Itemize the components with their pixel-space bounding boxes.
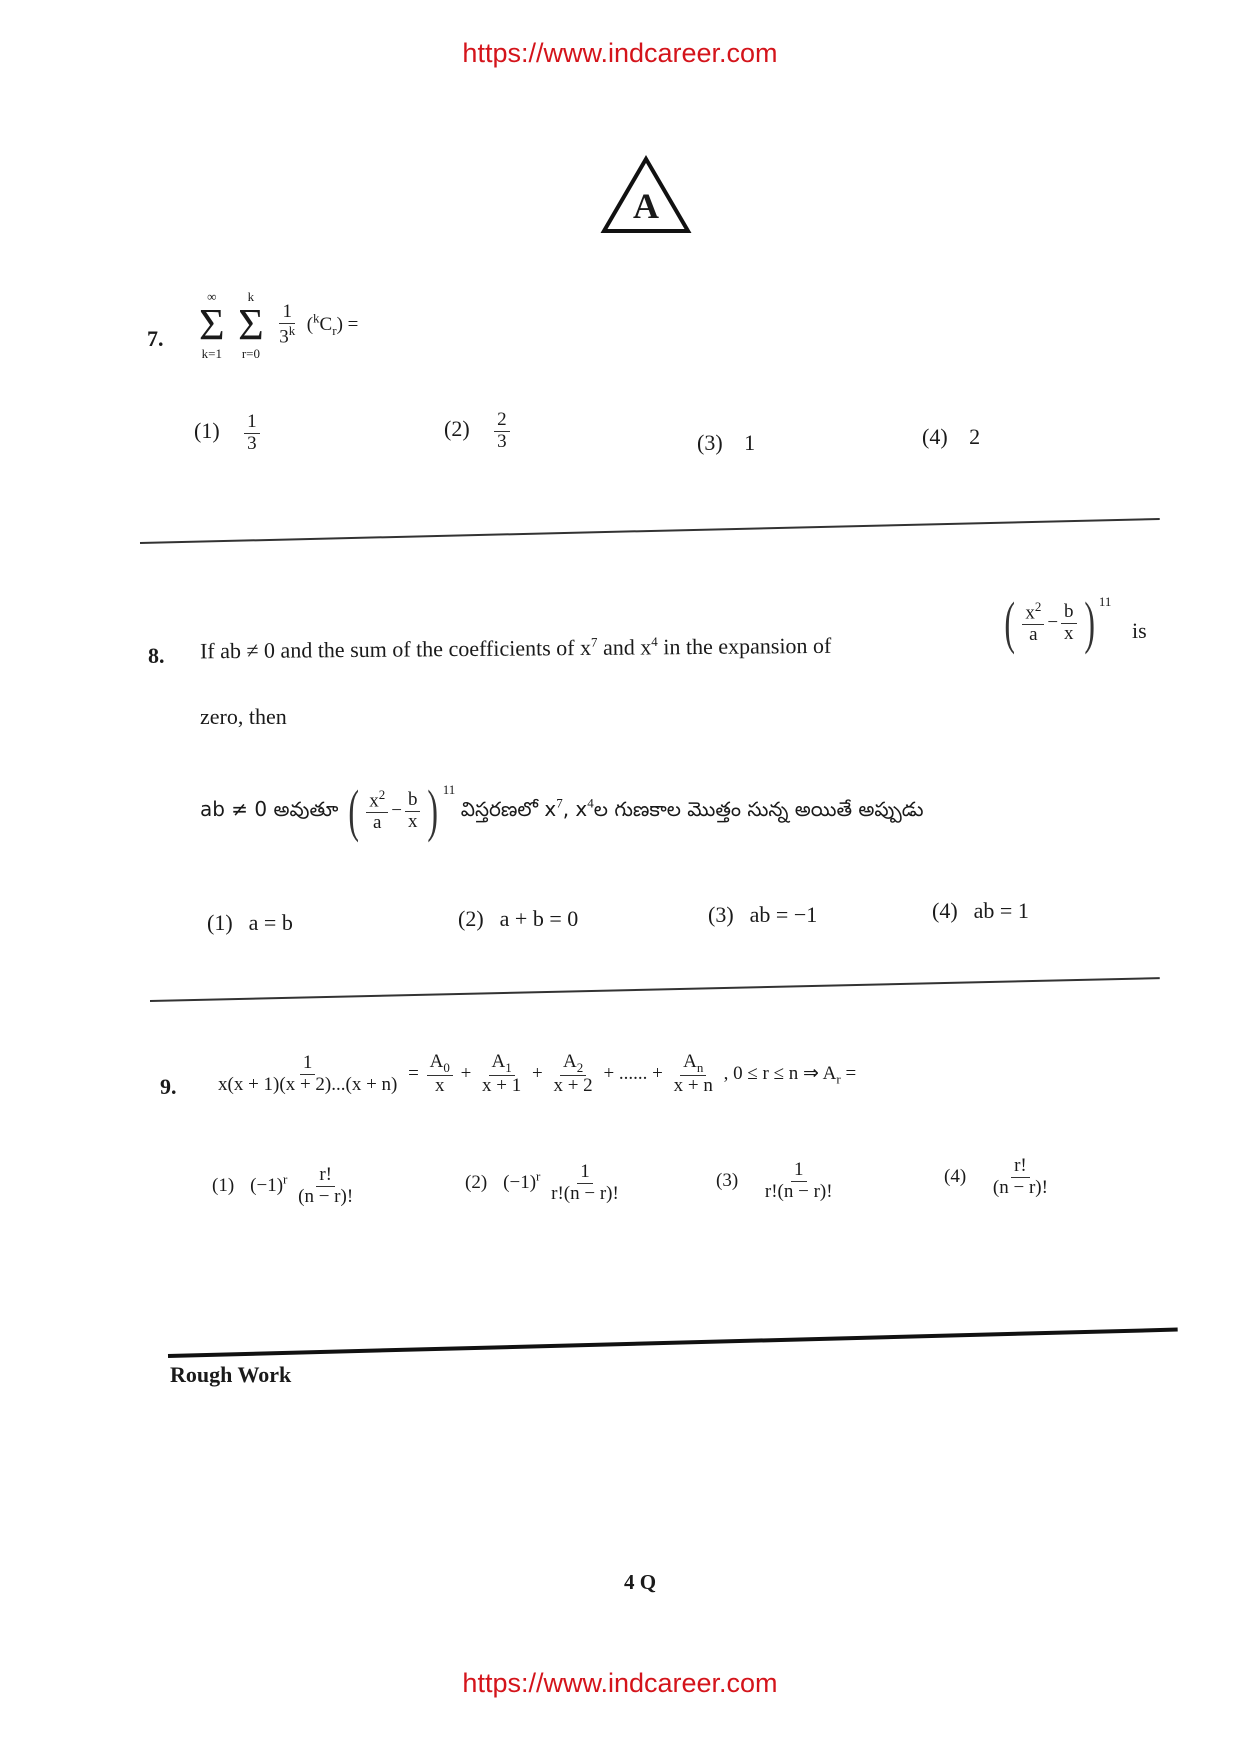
paren-expr (344, 778, 456, 843)
option-label: (1) (212, 1174, 235, 1196)
option-label: (2) (458, 906, 484, 931)
question-7-option-1[interactable] (194, 412, 263, 455)
base: A (429, 1051, 444, 1072)
minus: − (1047, 612, 1059, 633)
question-8-stem-end: is (1132, 618, 1147, 643)
base: A (683, 1051, 697, 1072)
prefix: (−1) (503, 1171, 537, 1193)
sub: 0 (443, 1059, 450, 1075)
plus: + (460, 1062, 472, 1084)
den: 3 (247, 432, 257, 454)
base: x (369, 790, 379, 812)
num: 1 (300, 1053, 316, 1075)
booklet-series-letter: A (633, 186, 659, 226)
den: x (434, 1075, 445, 1097)
inner-sum-upper: k (247, 289, 255, 304)
question-9-option-3[interactable] (716, 1160, 839, 1203)
condition: , 0 ≤ r ≤ n ⇒ A (723, 1062, 837, 1084)
question-9-option-1[interactable] (212, 1165, 359, 1208)
plus: + (532, 1062, 543, 1084)
num (427, 1052, 453, 1076)
fraction-num: 1 (279, 302, 295, 324)
base: A (491, 1051, 506, 1072)
num (489, 1052, 515, 1076)
option-label: (4) (922, 424, 948, 449)
question-7-option-2[interactable] (444, 410, 513, 453)
question-9-option-4[interactable] (944, 1156, 1054, 1199)
question-7-stem (195, 290, 358, 360)
den: a (1029, 624, 1038, 646)
paren-close-icon: ) (427, 778, 439, 843)
option-label: (4) (944, 1165, 967, 1187)
page-number: 4 Q (623, 1570, 657, 1594)
sigma-icon: Σ (199, 300, 225, 349)
ellipsis: + ...... + (603, 1062, 663, 1084)
rough-work-divider (168, 1328, 1178, 1358)
exp: 4 (651, 634, 658, 650)
sigma-icon: Σ (238, 300, 264, 349)
question-divider (140, 518, 1160, 544)
exp: 2 (378, 786, 386, 802)
binom-c: C (319, 314, 333, 336)
booklet-series-badge (600, 155, 692, 235)
den: x (407, 810, 418, 832)
question-9-stem (212, 1052, 856, 1097)
power: 11 (442, 782, 456, 797)
inner-sum-lower: r=0 (241, 346, 260, 361)
option-fraction (244, 412, 260, 455)
num (560, 1052, 586, 1076)
binomial-coefficient (306, 310, 359, 338)
sub: n (696, 1059, 704, 1075)
num: 1 (244, 412, 260, 434)
term2 (405, 790, 421, 833)
option-value: a + b = 0 (499, 906, 579, 931)
option-label: (4) (932, 898, 958, 923)
num (1022, 600, 1044, 625)
prefix: (−1) (250, 1174, 284, 1196)
question-9-number: 9. (160, 1074, 177, 1099)
watermark-url-top[interactable]: https://www.indcareer.com (462, 38, 778, 68)
lhs-fraction (215, 1053, 400, 1096)
rough-work-label: Rough Work (170, 1362, 292, 1387)
telugu-text: విస్తరణలో x (460, 797, 557, 822)
inner-sum (238, 290, 264, 360)
option-value: ab = −1 (749, 902, 818, 927)
question-7-option-4[interactable] (922, 424, 980, 450)
term1 (1022, 600, 1044, 646)
den: r!(n − r)! (764, 1180, 833, 1202)
question-8-stem-english (200, 632, 832, 664)
outer-sum-upper: ∞ (207, 289, 217, 304)
base: x (1025, 602, 1035, 624)
num (366, 788, 388, 813)
den: x (1064, 622, 1074, 644)
question-8-option-4[interactable] (932, 898, 1029, 924)
num: 1 (791, 1160, 807, 1182)
num: b (405, 790, 421, 812)
term1 (366, 788, 388, 834)
den: a (373, 812, 382, 834)
question-8-stem-line2: zero, then (200, 704, 287, 729)
telugu-text: ల గుణకాల మొత్తం సున్న అయితే అప్పుడు (593, 797, 924, 822)
option-fraction (295, 1165, 356, 1208)
num: r! (1011, 1156, 1030, 1178)
outer-sum-lower: k=1 (201, 346, 222, 361)
question-8-option-3[interactable] (708, 902, 817, 928)
paren-expr (1000, 590, 1112, 655)
option-label: (1) (194, 418, 220, 444)
option-fraction (494, 410, 510, 453)
equals: = (840, 1062, 857, 1084)
exp: r (283, 1171, 288, 1187)
num: r! (316, 1165, 335, 1187)
den: x + 2 (553, 1075, 593, 1097)
question-9-option-2[interactable] (465, 1162, 625, 1205)
option-value: a = b (248, 910, 293, 935)
den: x + 1 (482, 1075, 522, 1097)
minus: − (391, 800, 402, 821)
binom-end: ) = (336, 314, 359, 336)
binom-sub: r (332, 322, 337, 338)
question-7-option-3[interactable] (697, 430, 755, 456)
paren-open-icon: ( (348, 778, 359, 843)
sub: 1 (505, 1059, 512, 1075)
option-label: (3) (708, 902, 734, 927)
den: 3 (497, 430, 507, 452)
stem-text: in the expansion of (657, 632, 832, 660)
question-8-stem-telugu (200, 778, 924, 843)
paren-close-icon: ) (1083, 590, 1095, 655)
den-base: 3 (279, 326, 289, 348)
question-8-number: 8. (148, 643, 165, 668)
watermark-url-bottom[interactable]: https://www.indcareer.com (462, 1668, 778, 1698)
exp: 4 (587, 795, 594, 811)
base: A (562, 1051, 577, 1072)
option-label: (3) (697, 430, 723, 455)
term-An (671, 1052, 716, 1097)
option-fraction (990, 1156, 1051, 1199)
term2 (1061, 602, 1077, 645)
stem-text: and x (597, 634, 652, 660)
den: (n − r)! (992, 1176, 1048, 1198)
option-fraction (548, 1162, 622, 1205)
sub: r (836, 1071, 841, 1087)
question-7-number: 7. (147, 326, 164, 351)
telugu-text: ab ≠ 0 అవుతూ (200, 797, 339, 822)
num (680, 1052, 706, 1076)
option-value: 1 (744, 430, 756, 455)
exp: 2 (1034, 598, 1042, 614)
term-A0 (427, 1052, 453, 1097)
den: x + n (673, 1075, 713, 1097)
den: (n − r)! (298, 1185, 354, 1207)
stem-text: If ab ≠ 0 and the sum of the coefficients of x (199, 634, 592, 664)
equals: = (408, 1062, 419, 1084)
option-value: ab = 1 (973, 898, 1029, 923)
den-exp: k (288, 322, 296, 338)
binom-sup: k (313, 310, 320, 326)
question-8-option-2[interactable] (458, 906, 578, 932)
outer-sum (199, 290, 225, 360)
term-A2 (550, 1052, 595, 1097)
question-8-expression (1000, 590, 1112, 655)
paren-open: ( (306, 314, 314, 336)
paren-open-icon: ( (1004, 590, 1015, 655)
num: 1 (577, 1162, 593, 1184)
term-A1 (479, 1052, 524, 1097)
exp: r (536, 1168, 541, 1184)
fraction-den (276, 324, 298, 348)
telugu-text: , x (562, 797, 588, 822)
exp: 7 (590, 634, 598, 650)
num: b (1061, 602, 1077, 624)
num: 2 (494, 410, 510, 432)
option-label: (1) (207, 910, 233, 935)
exp: 7 (556, 795, 563, 811)
power: 11 (1098, 594, 1112, 609)
option-label: (3) (716, 1169, 739, 1191)
den: x(x + 1)(x + 2)...(x + n) (218, 1073, 398, 1095)
option-label: (2) (465, 1171, 488, 1193)
sub: 2 (576, 1059, 584, 1075)
option-fraction (762, 1160, 836, 1203)
option-value: 2 (969, 424, 981, 449)
option-label: (2) (444, 416, 470, 442)
question-8-option-1[interactable] (207, 910, 293, 936)
den: r!(n − r)! (551, 1182, 619, 1204)
fraction (276, 302, 298, 348)
question-divider (150, 977, 1160, 1002)
